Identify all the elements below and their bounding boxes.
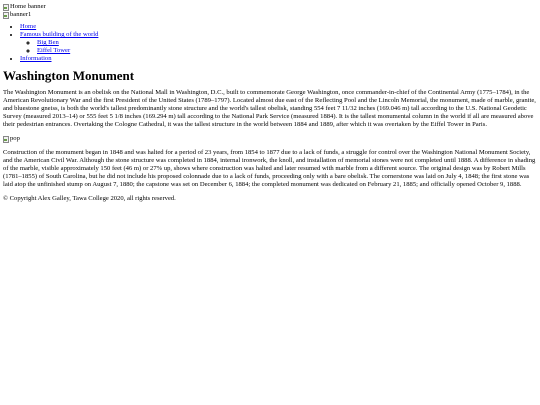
banner1-alt-text: banner1 (10, 10, 32, 18)
nav-item-home (20, 23, 537, 31)
nav-link-home[interactable]: Home (20, 23, 37, 30)
home-banner-alt-text: Home banner (10, 2, 46, 10)
nav-link-eiffel-tower[interactable]: Eiffel Tower (37, 47, 71, 55)
main-nav (3, 23, 537, 63)
nav-item-information (20, 55, 537, 63)
construction-paragraph: Construction of the monument began in 1848 and was halted for a period of 23 years, from 1854 to 1877 due to a lack of funds, a struggle for control over the Washington National Monument Society, and the American Civil War. Although the stone structure was completed in 1884, internal ironwork, the knoll, and installation of memorial stones were not completed until 1888. A difference in shading of the marble, visible approximately 150 feet (46 m) or 27% up, shows where construction was halted and later resumed with marble from a different source. The original design was by Robert Mills (1781–1855) of South Carolina, but he did not include his proposed colonnade due to a lack of funds, proceeding only with a bare obelisk. The cornerstone was laid on July 4, 1848; the first stone was laid atop the unfinished stump on August 7, 1880; the capstone was set on December 6, 1884; the completed monument was dedicated on February 21, 1885; and officially opened October 9, 1888. (3, 149, 536, 189)
pop-alt-text: pop (10, 135, 20, 143)
submenu-famous (20, 39, 537, 55)
footer-copyright: © Copyright Alex Galley, Tawa College 2020, all rights reserved. (3, 195, 176, 203)
banner1-image (3, 11, 537, 19)
nav-item-eiffel (37, 47, 537, 55)
nav-item-famous (20, 31, 537, 55)
broken-image-icon (3, 136, 9, 142)
broken-image-icon (3, 4, 9, 10)
broken-image-icon (3, 12, 9, 18)
home-banner-image (3, 3, 537, 11)
nav-link-information[interactable]: Information (20, 55, 52, 63)
intro-paragraph: The Washington Monument is an obelisk on the National Mall in Washington, D.C., built to commemorate George Washington, once commander-in-chief of the Continental Army (1775–1784), in the American Revolutionary War and the first President of the United States (1789–1797). Located almost due east of the Reflecting Pool and the Lincoln Memorial, the monument, made of marble, granite, and bluestone gneiss, is both the world's tallest predominantly stone structure and the world's tallest obelisk, standing 554 feet 7 11/32 inches (169.046 m) tall according to the U.S. National Geodetic Survey (measured 2013–14) or 555 feet 5 1/8 inches (169.294 m) tall according to the National Park Service (measured 1884). It is the tallest monumental column in the world if all are measured above their pedestrian entrances. Overtaking the Cologne Cathedral, it was the tallest structure in the world between 1884 and 1889, after which it was overtaken by the Eiffel Tower in Paris. (3, 89, 536, 129)
nav-link-famous-buildings[interactable]: Famous building of the world (20, 31, 99, 39)
nav-item-big-ben (37, 39, 537, 47)
page-title: Washington Monument (3, 68, 135, 84)
nav-link-big-ben[interactable]: Big Ben (37, 39, 59, 47)
pop-image (3, 135, 537, 143)
